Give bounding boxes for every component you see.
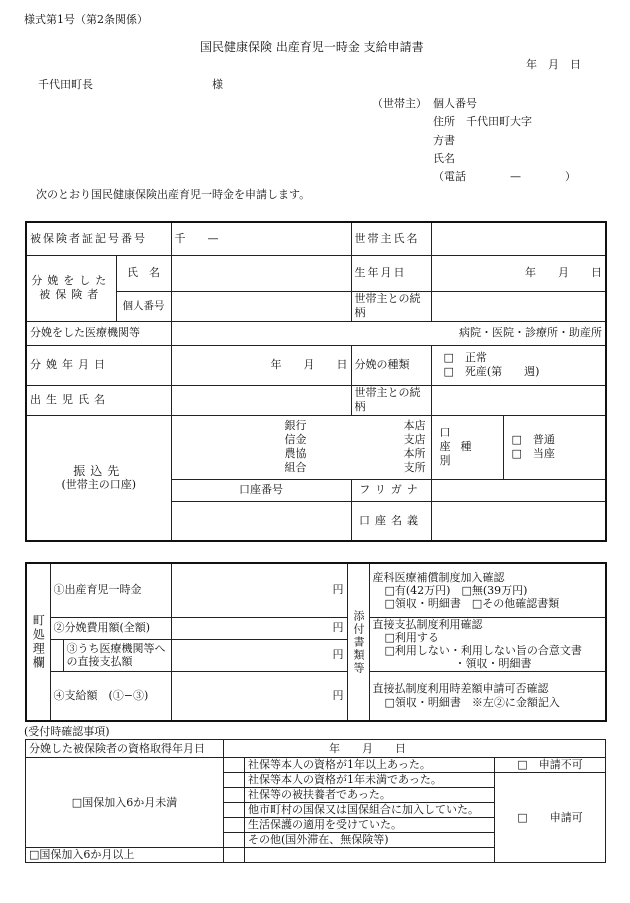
reason-check-cell[interactable]	[224, 773, 245, 788]
reason-1: 社保等本人の資格が1年以上あった。	[245, 758, 495, 773]
office-side-label	[26, 563, 50, 721]
name-label: 氏 名	[116, 255, 171, 291]
branch-type: 支店	[403, 433, 426, 446]
office-processing-table	[25, 562, 607, 722]
insured-number-label: 被保険者証記号番号	[26, 222, 171, 255]
bank-type: 信金	[284, 433, 307, 446]
account-type-label: 口 座種 別	[431, 415, 503, 479]
reason-check-cell[interactable]	[224, 848, 245, 863]
application-table	[25, 221, 607, 542]
difference-claim-check	[369, 671, 606, 721]
applicant-address[interactable]: 住所 千代田町大字	[433, 115, 532, 128]
account-ordinary-checkbox[interactable]: □ 普通	[511, 433, 555, 446]
delivery-stillbirth-checkbox[interactable]: □ 死産(第 週)	[443, 365, 540, 378]
reason-blank	[245, 848, 495, 863]
direct-payment-title: 直接支払制度利用確認	[372, 618, 483, 631]
delivery-date-label: 分娩年月日	[26, 345, 171, 385]
transfer-destination-label	[26, 415, 171, 541]
applicant-name[interactable]: 氏名	[433, 152, 455, 165]
birthdate-label: 生年月日	[351, 255, 431, 291]
obstetric-title: 産科医療補償制度加入確認	[372, 570, 505, 584]
direct-payment-receipt: ・領収・明細書	[454, 657, 532, 670]
name-field[interactable]	[171, 255, 351, 291]
intro-text: 次のとおり国民健康保険出産育児一時金を申請します。	[36, 188, 311, 201]
individual-number-field[interactable]	[171, 291, 351, 321]
account-current-checkbox[interactable]: □ 当座	[511, 447, 555, 460]
child-name-field[interactable]	[171, 385, 351, 415]
attachments-label	[347, 563, 369, 721]
individual-number-label: 個人番号	[116, 291, 171, 321]
reason-check-cell[interactable]	[224, 788, 245, 803]
child-name-label: 出生児氏名	[26, 385, 171, 415]
relationship-field[interactable]	[431, 291, 606, 321]
relationship-label: 世帯主との続 柄	[351, 291, 431, 321]
delivering-insured-label: 分娩をした被保険者	[26, 255, 116, 321]
child-relationship-label: 世帯主との続 柄	[351, 385, 431, 415]
lump-sum-amount[interactable]: 円	[171, 563, 347, 617]
direct-payment-check	[369, 617, 606, 671]
reason-6: その他(国外滞在、無保険等)	[245, 833, 495, 848]
reason-check-cell[interactable]	[224, 833, 245, 848]
applicant-phone[interactable]: （電話 — ）	[433, 170, 576, 183]
account-holder-field[interactable]	[431, 501, 606, 541]
delivery-normal-checkbox[interactable]: □ 正常	[443, 351, 487, 364]
furigana-field[interactable]	[431, 479, 606, 501]
delivery-date-field[interactable]: 年 月 日	[171, 345, 351, 385]
reason-4: 他市町村の国保又は国保組合に加入していた。	[245, 803, 495, 818]
qualification-date-field[interactable]: 年 月 日	[224, 740, 606, 758]
account-number-label: 口座番号	[171, 479, 351, 501]
branch-type: 本所	[403, 447, 426, 460]
delivery-cost-amount[interactable]: 円	[171, 617, 347, 639]
form-number: 様式第1号（第2条関係）	[24, 13, 148, 26]
form-title: 国民健康保険 出産育児一時金 支給申請書	[200, 40, 424, 54]
application-date[interactable]: 年 月 日	[526, 58, 581, 71]
reason-check-cell[interactable]	[224, 758, 245, 773]
transfer-destination-sub: (世帯主の口座)	[61, 477, 137, 491]
bank-type: 農協	[284, 447, 307, 460]
furigana-label: フリガナ	[351, 479, 431, 501]
bank-type: 銀行	[284, 419, 307, 432]
applicant-individual-number[interactable]: 個人番号	[433, 97, 477, 110]
difference-receipt[interactable]: □領収・明細書 ※左②に金額記入	[384, 695, 560, 709]
branch-type: 支所	[403, 461, 426, 474]
addressee-honorific: 様	[212, 78, 223, 91]
reason-check-cell[interactable]	[224, 818, 245, 833]
obstetric-option-enrolled[interactable]: □有(42万円) □無(39万円)	[384, 583, 528, 597]
not-eligible-checkbox[interactable]: □ 申請不可	[495, 758, 606, 773]
lump-sum-label: ①出産育児一時金	[50, 563, 171, 617]
direct-paid-label: ③うち医療機関等への直接支払額	[63, 639, 171, 671]
eligible-checkbox[interactable]: □ 申請可	[495, 773, 606, 863]
birthdate-field[interactable]: 年 月 日	[431, 255, 606, 291]
obstetric-compensation-check	[369, 563, 606, 617]
payment-amount[interactable]: 円	[171, 671, 347, 721]
under-6-months-checkbox[interactable]: □国保加入6か月未満	[26, 758, 224, 848]
direct-paid-amount[interactable]: 円	[171, 639, 347, 671]
attachments-text: 添付書類等	[352, 609, 365, 675]
obstetric-option-docs[interactable]: □領収・明細書 □その他確認書類	[384, 596, 560, 610]
householder-name-field[interactable]	[431, 222, 606, 255]
bank-type-list	[285, 419, 307, 475]
branch-type: 本店	[403, 419, 426, 432]
bank-name-field[interactable]	[171, 415, 431, 479]
account-holder-label: 口座名義	[351, 501, 431, 541]
insured-number-field[interactable]: 千 —	[171, 222, 351, 255]
confirmation-table	[25, 739, 606, 863]
over-6-months-checkbox[interactable]: □国保加入6か月以上	[26, 848, 224, 863]
transfer-destination-title: 振込先	[73, 463, 125, 478]
reason-5: 生活保護の適用を受けていた。	[245, 818, 495, 833]
delivery-type-label: 分娩の種類	[351, 345, 431, 385]
householder-label: （世帯主）	[372, 97, 427, 110]
bank-type: 組合	[284, 461, 307, 474]
reason-check-cell[interactable]	[224, 803, 245, 818]
child-relationship-field[interactable]	[431, 385, 606, 415]
direct-payment-use[interactable]: □利用する	[384, 631, 439, 644]
reason-2: 社保等本人の資格が1年未満であった。	[245, 773, 495, 788]
householder-name-label: 世帯主氏名	[351, 222, 431, 255]
delivery-cost-label: ②分娩費用額(全額)	[50, 617, 171, 639]
applicant-apartment[interactable]: 方書	[433, 134, 455, 147]
indent-spacer	[50, 639, 63, 671]
qualification-date-label: 分娩した被保険者の資格取得年月日	[26, 740, 224, 758]
direct-payment-not-use[interactable]: □利用しない・利用しない旨の合意文書	[384, 644, 582, 657]
difference-title: 直接払制度利用時差額申請可否確認	[372, 681, 549, 695]
confirmation-section-title: (受付時確認事項)	[24, 725, 110, 738]
account-type-options[interactable]	[503, 415, 606, 479]
reason-3: 社保等の被扶養者であった。	[245, 788, 495, 803]
medical-institution-field[interactable]: 病院・医院・診療所・助産所	[171, 321, 606, 345]
payment-amount-label: ④支給額 (①−③)	[50, 671, 171, 721]
account-number-field[interactable]	[171, 501, 351, 541]
medical-institution-label: 分娩をした医療機関等	[26, 321, 171, 345]
delivery-type-options[interactable]	[431, 345, 606, 385]
branch-type-list	[404, 419, 426, 475]
office-side-text: 町処理欄	[31, 614, 46, 670]
addressee: 千代田町長	[38, 78, 93, 91]
